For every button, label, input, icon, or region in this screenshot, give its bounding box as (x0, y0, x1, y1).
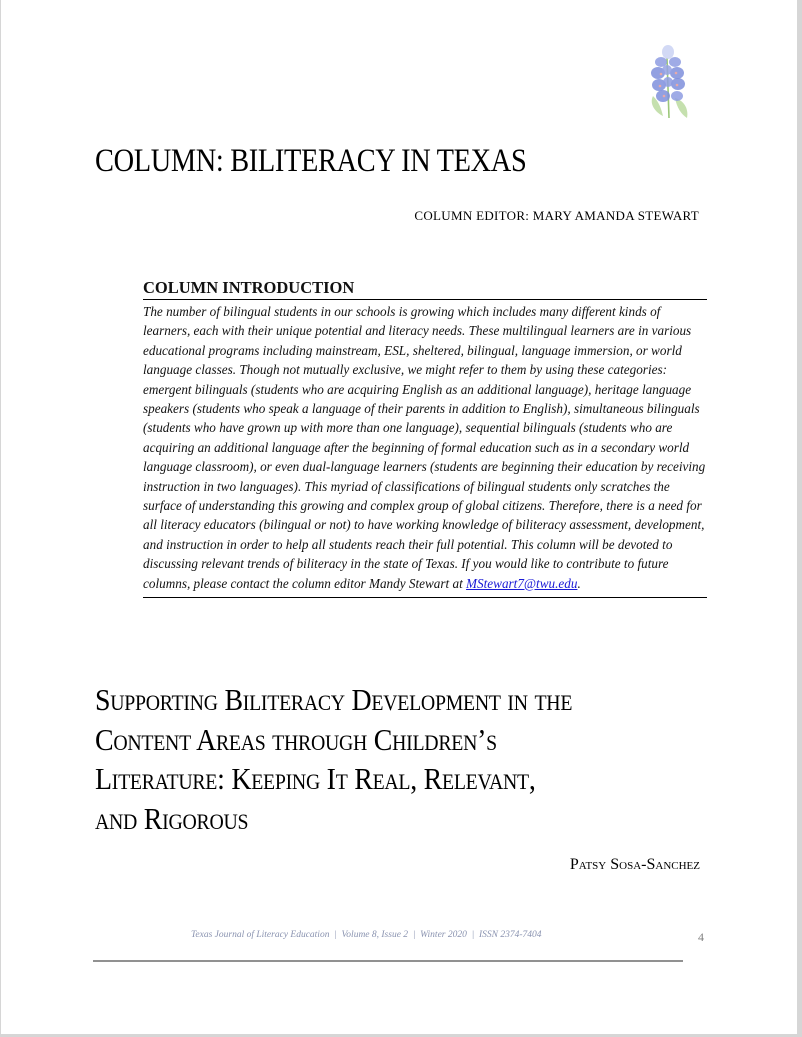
footer-divider (93, 960, 683, 962)
intro-heading: COLUMN INTRODUCTION (143, 278, 707, 300)
intro-body (143, 300, 707, 598)
editor-email-link[interactable]: MStewart7@twu.edu (466, 575, 578, 591)
intro-body-text: The number of bilingual students in our schools is growing which includes many different kinds of learners, each with their unique potential and literacy needs. These multilingual learners are in various educational programs including mainstream, ESL, sheltered, bilingual, language immersion, or world language classes. Though not mutually exclusive, we might refer to them by using these categories: emergent bilinguals (students who are acquiring English as an additional language), heritage language speakers (students who speak a language of their parents in addition to English), simultaneous bilinguals (students who have grown up with more than one language), sequential bilinguals (students who are acquiring an additional language after the beginning of formal education such as in a secondary world language classroom), or even dual-language learners (students are beginning their education by receiving instruction in two languages). This myriad of classifications of bilingual students only scratches the surface of understanding this growing and complex group of global citizens. Therefore, there is a need for all literacy educators (bilingual or not) to have working knowledge of biliteracy assessment, development, and instruction in order to help all students reach their full potential. This column will be devoted to discussing relevant trends of biliteracy in the state of Texas. If you would like to contribute to future columns, please contact the column editor Mandy Stewart at (143, 304, 706, 591)
article-title-line: Literature: Keeping It Real, Relevant, (95, 761, 536, 796)
bluebonnet-flower-icon (645, 38, 701, 120)
article-title-line: Content Areas through Children’s (95, 721, 497, 757)
journal-footer: Texas Journal of Literacy Education | Volume 8, Issue 2 | Winter 2020 | ISSN 2374-7404 (191, 930, 542, 940)
page-number: 4 (698, 930, 704, 944)
intro-body-end: . (577, 575, 581, 591)
article-author: Patsy Sosa-Sanchez (569, 856, 700, 873)
document-page (1, 0, 797, 1034)
column-introduction (143, 278, 707, 598)
article-title-line: and Rigorous (95, 800, 249, 836)
column-editor-byline: COLUMN EDITOR: MARY AMANDA STEWART (414, 208, 699, 223)
article-title-line: Supporting Biliteracy Development in the (95, 682, 573, 717)
column-title: COLUMN: BILITERACY IN TEXAS (95, 143, 527, 179)
article-title (95, 680, 735, 838)
